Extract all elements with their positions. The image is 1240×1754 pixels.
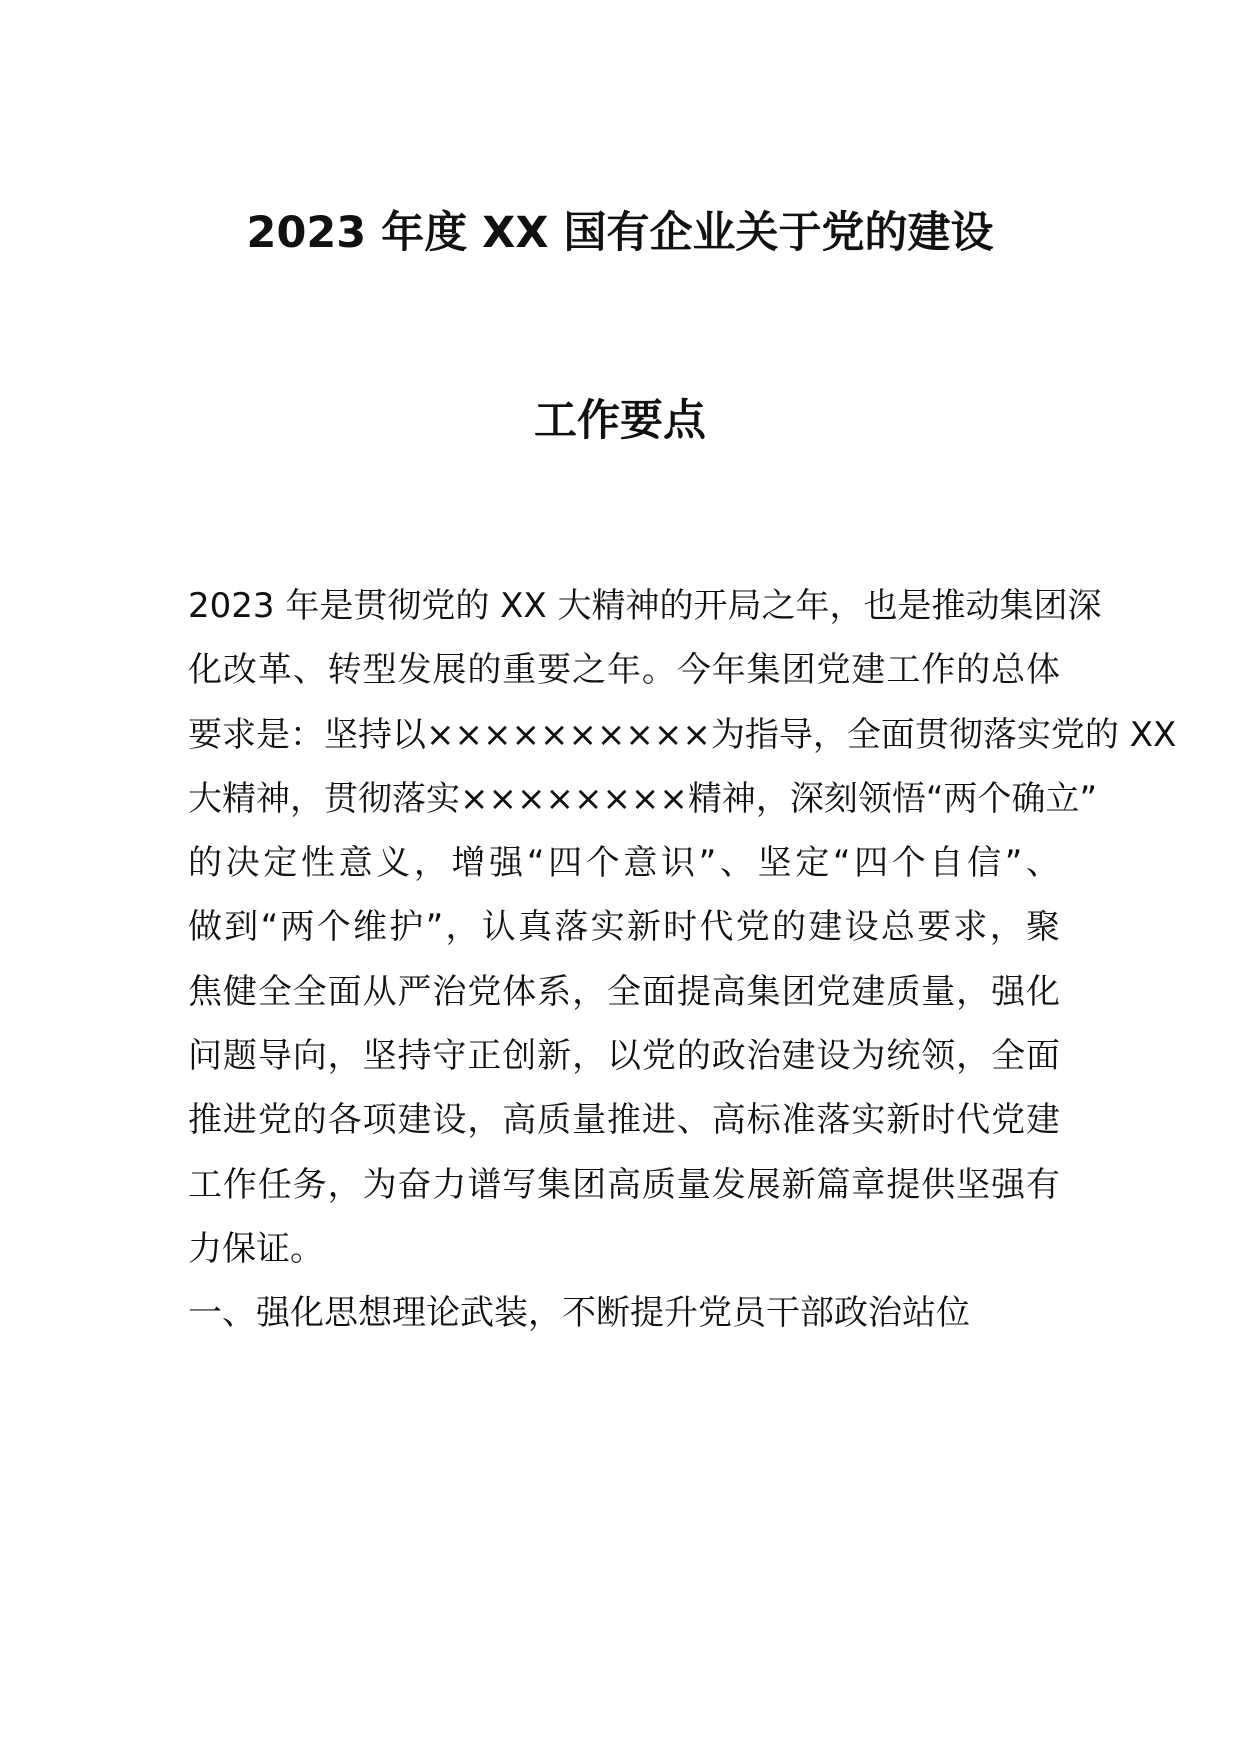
- paragraph-line: 问题导向，坚持守正创新，以党的政治建设为统领，全面: [188, 1036, 1060, 1077]
- paragraph-line: 化改革、转型发展的重要之年。今年集团党建工作的总体: [188, 650, 1060, 691]
- document-title-line-2: 工作要点: [534, 396, 706, 446]
- paragraph-line: 做到“两个维护”，认真落实新时代党的建设总要求，聚: [188, 907, 1060, 948]
- paragraph-line: 工作任务，为奋力谱写集团高质量发展新篇章提供坚强有: [188, 1164, 1060, 1205]
- intro-paragraph: [188, 574, 1177, 1281]
- section-heading-1: 一、强化思想理论武装，不断提升党员干部政治站位: [188, 1293, 970, 1333]
- document-title-line-1: 2023 年度 XX 国有企业关于党的建设: [246, 208, 994, 258]
- paragraph-line: 的决定性意义，增强“四个意识”、坚定“四个自信”、: [188, 843, 1060, 884]
- paragraph-line: 要求是：坚持以××××××××××为指导，全面贯彻落实党的 XX: [188, 714, 1177, 755]
- paragraph-line: 推进党的各项建设，高质量推进、高标准落实新时代党建: [188, 1100, 1060, 1141]
- paragraph-line: 2023 年是贯彻党的 XX 大精神的开局之年，也是推动集团深: [188, 586, 1102, 626]
- paragraph-line: 焦健全全面从严治党体系，全面提高集团党建质量，强化: [188, 971, 1060, 1012]
- paragraph-line: 力保证。: [188, 1228, 324, 1269]
- paragraph-line: 大精神，贯彻落实××××××××精神，深刻领悟“两个确立”: [188, 778, 1098, 819]
